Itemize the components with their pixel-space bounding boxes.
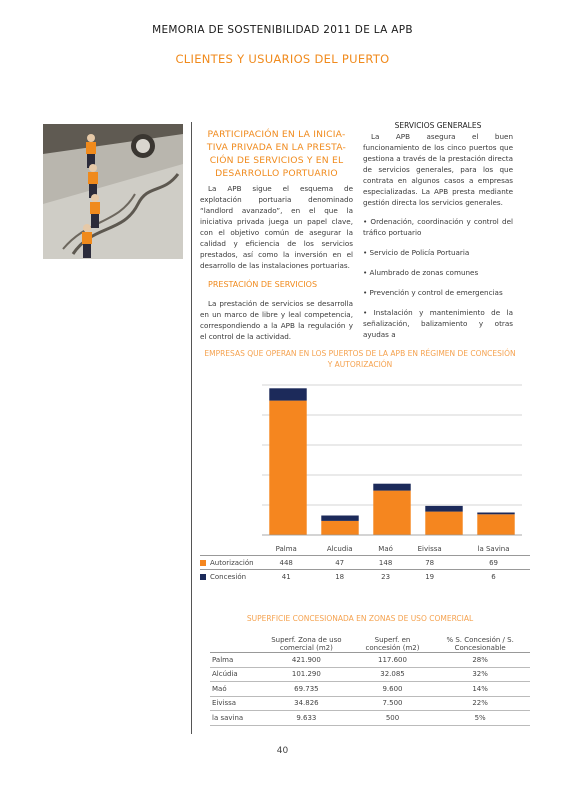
heading-line: TIVA PRIVADA EN LA PRESTA-: [206, 142, 347, 153]
table-header-cell: % S. Concesión / S. Concesionable: [446, 636, 514, 652]
heading-line: DESARROLLO PORTUARIO: [215, 168, 338, 179]
table-cell: 32%: [472, 670, 488, 679]
series-name: Autorización: [210, 558, 254, 567]
table-cell: Palma: [212, 655, 234, 664]
table-header-row: [210, 636, 530, 653]
section-title: CLIENTES Y USUARIOS DEL PUERTO: [175, 52, 390, 66]
bullet-item: • Servicio de Policía Portuaria: [363, 248, 470, 257]
port-workers-photo: [43, 124, 183, 259]
table-cell: Eivissa: [212, 699, 237, 708]
category-row: [200, 542, 530, 556]
data-label: 69: [489, 558, 498, 567]
data-label: 448: [279, 558, 293, 567]
table-cell: 500: [385, 713, 400, 722]
surface-table: [210, 636, 530, 726]
services-subheading: PRESTACIÓN DE SERVICIOS: [208, 280, 318, 289]
category-label: Eivissa: [417, 544, 442, 553]
bullet-item: • Prevención y control de emergencias: [363, 288, 503, 297]
bullet-item: • Ordenación, coordinación y control del tráfico portuario: [363, 217, 513, 237]
category-label: la Savina: [477, 544, 510, 553]
table-cell: 7.500: [382, 699, 403, 708]
data-label: 23: [381, 572, 391, 581]
category-label: Maó: [378, 544, 393, 553]
surface-table-title: SUPERFICIE CONCESIONADA EN ZONAS DE USO COMERCIAL: [246, 614, 474, 623]
empty-cell: [200, 542, 262, 556]
legend-row-autorizacion: [200, 556, 530, 570]
series-name: Concesión: [210, 572, 247, 581]
table-cell: 34.826: [294, 699, 319, 708]
bar-autorizacin-lasavina: [477, 514, 514, 535]
right-column: [363, 120, 513, 340]
bar-concesin-alcudia: [321, 516, 358, 521]
table-cell: 117.600: [378, 655, 407, 664]
bar-autorizacin-ma: [373, 491, 410, 535]
table-cell: 9.633: [296, 713, 317, 722]
legend-label: [200, 556, 262, 570]
table-cell: 32.085: [380, 670, 405, 679]
page-number: 40: [276, 746, 289, 756]
vertical-rule: [191, 122, 192, 734]
table-header-cell: [210, 636, 258, 653]
table-header-cell: Superf. Zona de uso comercial (m2): [271, 636, 342, 652]
bar-concesin-lasavina: [477, 513, 514, 515]
category-label: Palma: [275, 544, 297, 553]
chart-data-table: [200, 542, 530, 583]
general-services-heading: SERVICIOS GENERALES: [394, 121, 482, 130]
data-label: 148: [378, 558, 393, 567]
legend-swatch: [200, 574, 206, 580]
document-header: MEMORIA DE SOSTENIBILIDAD 2011 DE LA APB: [152, 24, 413, 36]
heading-line: PARTICIPACIÓN EN LA INICIA-: [207, 129, 346, 140]
bullet-item: • Instalación y mantenimiento de la señalización, balizamiento y otras ayudas a: [363, 308, 513, 339]
data-label: 19: [425, 572, 435, 581]
table-cell: 28%: [472, 655, 488, 664]
data-label: 6: [491, 572, 496, 581]
chart-title: [200, 348, 520, 370]
table-cell: Maó: [212, 684, 227, 693]
table-cell: 421.900: [291, 655, 321, 664]
left-column: [200, 128, 353, 342]
category-label: Alcudia: [326, 544, 353, 553]
table-row: [210, 682, 530, 697]
services-paragraph: La prestación de servicios se desarrolla en un marco de libre y leal competencia, correspondiendo a la APB la regulación y el control de la actividad.: [200, 299, 353, 341]
table-cell: 22%: [472, 699, 488, 708]
heading-line: CIÓN DE SERVICIOS Y EN EL: [209, 155, 344, 166]
table-row: [210, 711, 530, 726]
bar-concesin-eivissa: [425, 506, 462, 512]
bullet-item: • Alumbrado de zonas comunes: [363, 268, 479, 277]
legend-swatch: [200, 560, 206, 566]
data-label: 78: [425, 558, 435, 567]
bar-concesin-ma: [373, 484, 410, 491]
bar-autorizacin-palma: [269, 401, 306, 535]
table-cell: 9.600: [382, 684, 403, 693]
chart-title-line: Y AUTORIZACIÓN: [327, 360, 393, 369]
bar-autorizacin-eivissa: [425, 512, 462, 535]
bar-autorizacin-alcudia: [321, 521, 358, 535]
table-row: [210, 653, 530, 668]
table-header-cell: Superf. en concesión (m2): [365, 636, 420, 652]
chart-title-line: EMPRESAS QUE OPERAN EN LOS PUERTOS DE LA APB EN RÉGIMEN DE CONCESIÓN: [204, 349, 516, 358]
table-cell: 14%: [472, 684, 488, 693]
legend-label: [200, 570, 262, 584]
table-cell: 69.735: [294, 684, 319, 693]
bar-concesin-palma: [269, 388, 306, 400]
legend-row-concesion: [200, 570, 530, 584]
table-cell: la savina: [212, 713, 244, 722]
table-cell: Alcúdia: [212, 670, 238, 679]
landlord-paragraph: La APB sigue el esquema de explotación portuaria denominado “landlord avanzado”, en el que la iniciativa privada juega un papel clave, con el objetivo común de asegurar la calidad y eficiencia de los servicios prestados, así como la inversión en el desarrollo de las instalaciones portuarias.: [200, 184, 353, 270]
data-label: 47: [335, 558, 345, 567]
concessions-bar-chart: [200, 375, 530, 545]
general-services-paragraph: La APB asegura el buen funcionamiento de los cinco puertos que gestiona a través de la prestación directa de servicios generales, para los que contrata en algunos casos a empresas especializadas. La APB presta mediante gestión directa los servicios generales.: [363, 132, 513, 207]
table-row: [210, 667, 530, 682]
table-cell: 101.290: [291, 670, 321, 679]
table-cell: 5%: [474, 713, 486, 722]
table-row: [210, 696, 530, 711]
participation-heading: [200, 128, 353, 180]
data-label: 41: [281, 572, 291, 581]
data-label: 18: [335, 572, 345, 581]
